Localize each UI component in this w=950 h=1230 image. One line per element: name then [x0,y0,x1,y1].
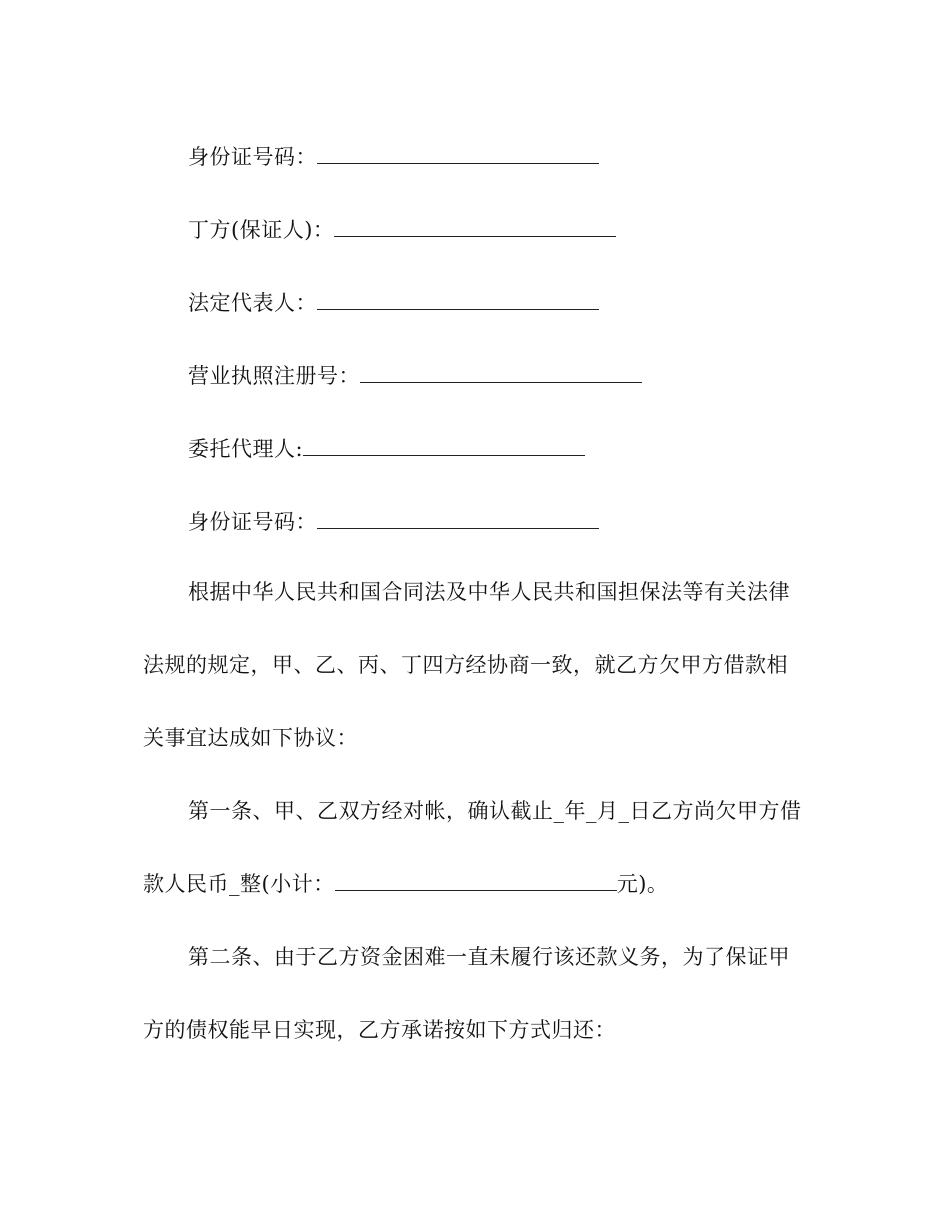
field-id-number-1 [188,142,599,172]
paragraph-line: 法规的规定，甲、乙、丙、丁四方经协商一致，就乙方欠甲方借款相 [143,653,788,677]
fill-in-blank [334,216,616,237]
field-label: 丁方(保证人)： [188,218,335,242]
field-label: 身份证号码： [188,510,317,534]
field-party-d-guarantor [188,215,616,245]
fill-in-blank [317,289,599,310]
fill-in-blank [335,870,617,891]
amount-label: 款人民币_整(小计： [143,872,335,896]
field-label: 身份证号码： [188,145,317,169]
fill-in-blank [317,143,599,164]
article-2-line: 第二条、由于乙方资金困难一直未履行该还款义务，为了保证甲 [188,945,790,969]
fill-in-blank [303,435,585,456]
amount-unit: 元)。 [616,872,669,896]
article-1-line: 第一条、甲、乙双方经对帐，确认截止_年_月_日乙方尚欠甲方借 [188,799,802,823]
field-id-number-2 [188,507,599,537]
article-2-line: 方的债权能早日实现，乙方承诺按如下方式归还： [143,1018,616,1042]
paragraph-line: 关事宜达成如下协议： [143,726,358,750]
fill-in-blank [317,508,599,529]
field-business-license [188,361,642,391]
field-legal-representative [188,288,599,318]
field-label: 法定代表人： [188,291,317,315]
field-authorized-agent [188,434,585,464]
fill-in-blank [360,362,642,383]
field-label: 营业执照注册号： [188,364,360,388]
article-1-amount-line [143,869,668,899]
paragraph-line: 根据中华人民共和国合同法及中华人民共和国担保法等有关法律 [188,580,790,604]
field-label: 委托代理人: [188,437,304,461]
